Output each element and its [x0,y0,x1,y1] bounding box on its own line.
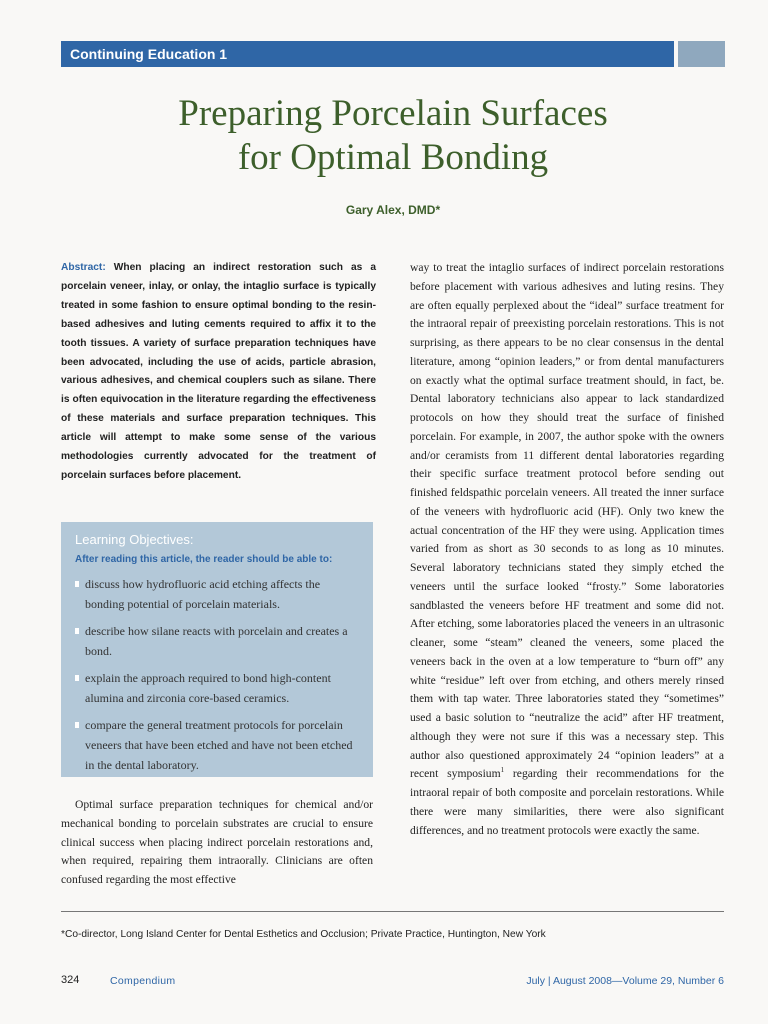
bullet-icon [75,581,79,587]
abstract [61,259,376,486]
article-title [61,92,725,180]
body-right-text: way to treat the intaglio surfaces of indirect porcelain restorations before placement with various adhesives and luting resins. They are often equally perplexed about the “ideal” surface treatment for the intraoral repair of preexisting porcelain restorations. This is not surprising, as there appears to be no clear consensus in the dental literature, among “opinion leaders,” or from dental manufacturers on exactly what the optimal surface treatment should, in fact, be. Dental laboratory technicians also appear to lack standardized protocols on how they should treat the surface of finished porcelain. For example, in 2007, the author spoke with the owners and/or ceramists from 11 different dental laboratories regarding their specific surface treatment protocol before sending out finished feldspathic porcelain veneers. All treated the inner surface of the veneers with hydrofluoric acid (HF). Only two knew the actual concentration of the HF they were using. Application times varied from as short as 30 seconds to as long as 10 minutes. Several laboratory technicians stated they simply etched the veneers until the surface looked “frosty.” Some laboratories sandblasted the veneers before HF treatment and some did not. After etching, some laboratories placed the veneers in an ultrasonic cleaner, some “steam” cleaned the veneers, some placed the veneers back in the oven at a low temperature to “burn off” any white “residue” left over from etching, and others merely rinsed them with tap water. Three laboratories stated they “sometimes” used a basic solution to “neutralize the acid” after HF treatment, although they were not sure if this was a necessary step. This author also questioned approximately 24 “opinion leaders” at a recent symposium [410,261,724,781]
objective-item [75,668,361,708]
bullet-icon [75,675,79,681]
objective-text: explain the approach required to bond high-content alumina and zirconia core-based ceramics. [85,671,331,705]
section-header-tab [678,41,725,67]
footnote-divider [61,911,724,912]
body-text-right-column [410,259,724,840]
objectives-title: Learning Objectives: [75,532,194,547]
title-line-1: Preparing Porcelain Surfaces [178,93,608,134]
objectives-intro: After reading this article, the reader should be able to: [75,554,333,565]
body-text-left-column: Optimal surface preparation techniques for chemical and/or mechanical bonding to porcelain substrates are crucial to ensure clinical success when placing indirect porcelain restorations and, when required, repairing them intraorally. Clinicians are often confused regarding the most effective [61,798,373,887]
abstract-label: Abstract: [61,262,106,273]
issue-info: July | August 2008—Volume 29, Number 6 [526,975,724,987]
author-footnote: *Co-director, Long Island Center for Dental Esthetics and Occlusion; Private Practice, Huntington, New York [61,929,546,940]
section-header-bar [61,41,674,67]
section-label: Continuing Education 1 [70,46,228,62]
objective-text: compare the general treatment protocols for porcelain veneers that have been etched and have not been etched in the dental laboratory. [85,718,353,772]
bullet-icon [75,722,79,728]
journal-name: Compendium [110,975,176,987]
objectives-list [75,574,361,775]
objective-item [75,574,361,614]
objective-item [75,715,361,775]
bullet-icon [75,628,79,634]
objective-item [75,621,361,661]
objective-text: discuss how hydrofluoric acid etching affects the bonding potential of porcelain materials. [85,577,321,611]
reference-superscript[interactable]: 1 [500,766,505,775]
page-number: 324 [61,974,80,986]
body-right-text-continued: regarding their recommendations for the intraoral repair of both composite and porcelain restorations. While there were many similarities, there were also significant differences, and no treatment protocols were exactly the same. [410,767,724,837]
author-byline: Gary Alex, DMD* [345,203,441,217]
title-line-2: for Optimal Bonding [237,137,549,178]
objective-text: describe how silane reacts with porcelain and creates a bond. [85,624,348,658]
abstract-text: When placing an indirect restoration such as a porcelain veneer, inlay, or onlay, the intaglio surface is typically treated in some fashion to ensure optimal bonding to the resin-based adhesives and luting cements required to affix it to the tooth tissues. A variety of surface preparation techniques have been advocated, including the use of acids, particle abrasion, various adhesives, and chemical couplers such as silane. There is often equivocation in the literature regarding the effectiveness of these materials and surface preparation techniques. This article will attempt to make some sense of the various methodologies currently advocated for the treatment of porcelain surfaces before placement. [61,262,376,481]
learning-objectives-box [61,522,373,777]
